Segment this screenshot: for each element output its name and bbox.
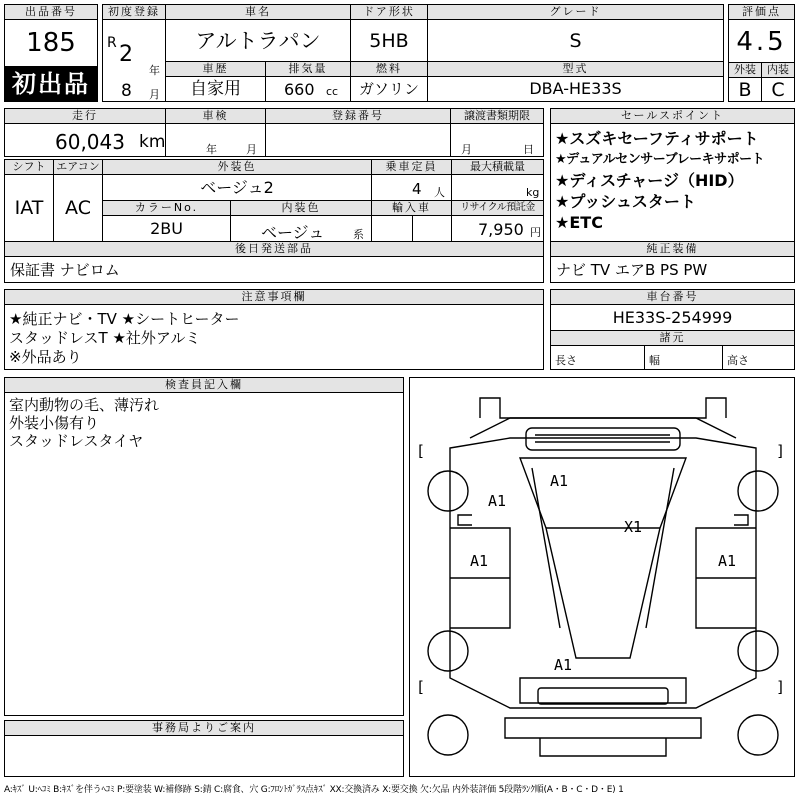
damage-mark: A1 (488, 492, 507, 510)
reg-year: 2 (119, 42, 133, 67)
car-name-label: 車名 (165, 4, 351, 20)
width-box (644, 345, 723, 370)
inspector-box (4, 392, 404, 716)
transfer-box (450, 123, 544, 157)
office-box (4, 735, 404, 777)
insp-year-unit: 年 (206, 143, 217, 156)
tr-month-unit: 月 (461, 143, 472, 156)
tr-day-unit: 日 (523, 143, 534, 156)
history-value: 自家用 (165, 76, 266, 102)
ac-value: AC (53, 174, 103, 242)
inspector-line: 外装小傷有り (9, 414, 100, 432)
later-parts-label: 後日発送部品 (4, 241, 544, 257)
reg-no-label: 登録番号 (265, 108, 451, 124)
transfer-label: 譲渡書類期限 (450, 108, 544, 124)
bracket-left-bottom: [ (416, 678, 426, 696)
model-value: DBA-HE33S (427, 76, 724, 102)
inspection-label: 車検 (165, 108, 266, 124)
sales-points-box (550, 123, 795, 242)
chassis-label: 車台番号 (550, 289, 795, 305)
score-value: 4.5 (728, 19, 795, 63)
chassis-number: HE33S-254999 (550, 304, 795, 331)
int-grade-label: 内装 (761, 62, 795, 78)
mileage-box (4, 123, 166, 157)
height-label: 高さ (727, 354, 749, 367)
km-unit: km (139, 132, 166, 152)
bracket-left-top: [ (416, 442, 426, 460)
ext-grade: B (728, 77, 762, 102)
lot-number: 185 (4, 19, 98, 67)
sales-point-item: ★デュアルセンサーブレーキサポート (555, 152, 765, 167)
load-box (451, 174, 544, 201)
sales-point-item: ★ETC (555, 213, 603, 232)
recycle-box (451, 215, 544, 242)
shift-value: IAT (4, 174, 54, 242)
genuine-equipment-value: ナビ TV エアB PS PW (550, 256, 795, 283)
cc-unit: cc (326, 85, 339, 98)
capacity-label: 乗車定員 (371, 159, 452, 175)
model-label: 型式 (427, 61, 724, 77)
import-box-a (371, 215, 413, 242)
car-name: アルトラパン (165, 19, 351, 62)
inspection-box (165, 123, 266, 157)
fuel-label: 燃料 (350, 61, 428, 77)
caution-label: 注意事項欄 (4, 289, 544, 305)
damage-diagram (409, 377, 795, 777)
door-label: ドア形状 (350, 4, 428, 20)
era-label: R (107, 35, 117, 51)
inspector-line: スタッドレスタイヤ (9, 432, 144, 450)
year-unit: 年 (149, 64, 160, 77)
ext-color-label: 外装色 (102, 159, 372, 175)
load-unit: kg (526, 186, 540, 199)
fuel-value: ガソリン (350, 76, 428, 102)
length-box (550, 345, 645, 370)
damage-mark: A1 (554, 656, 573, 674)
reg-month: 8 (121, 81, 132, 101)
car-outline (410, 378, 795, 777)
color-no-value: 2BU (102, 215, 231, 242)
office-label: 事務局よりご案内 (4, 720, 404, 736)
reg-no-box (265, 123, 451, 157)
history-label: 車歴 (165, 61, 266, 77)
capacity-value: 4 (412, 180, 422, 198)
ext-color-value: ベージュ2 (102, 174, 372, 201)
load-label: 最大積載量 (451, 159, 544, 175)
later-parts-value: 保証書 ナビロム (4, 256, 544, 283)
import-label: 輸入車 (371, 200, 452, 216)
width-label: 幅 (649, 354, 660, 367)
sales-point-item: ★ディスチャージ（HID） (555, 171, 744, 190)
bracket-right-bottom: ] (776, 678, 786, 696)
insp-month-unit: 月 (246, 143, 257, 156)
height-box (722, 345, 795, 370)
capacity-unit: 人 (434, 186, 445, 199)
recycle-label: リサイクル預託金 (451, 200, 544, 216)
first-reg-box (102, 19, 166, 102)
sales-point-item: ★プッシュスタート (555, 192, 696, 211)
first-listing-badge: 初出品 (4, 66, 98, 102)
int-color-value: ベージュ (261, 223, 325, 242)
legend-text: A:ｷｽﾞ U:ﾍｺﾐ B:ｷｽﾞを伴うﾍｺﾐ P:要塗装 W:補修跡 S:錆 C:腐食、穴 G:ﾌﾛﾝﾄｶﾞﾗｽ点ｷｽﾞ XX:交換済み X:要交換 欠:欠品 内外装評価 5段階ﾗﾝｸ順(A・B・C・D・E) 1 (4, 785, 624, 795)
int-color-label: 内装色 (230, 200, 372, 216)
yen-unit: 円 (530, 226, 541, 239)
damage-mark: A1 (470, 552, 489, 570)
grade-label: グレード (427, 4, 724, 20)
inspector-line: 室内動物の毛、薄汚れ (9, 396, 160, 414)
sales-points-label: セールスポイント (550, 108, 795, 124)
length-label: 長さ (555, 354, 577, 367)
caution-line: ★純正ナビ・TV ★シートヒーター (9, 310, 240, 328)
int-grade: C (761, 77, 795, 102)
caution-line: スタッドレスT ★社外アルミ (9, 329, 201, 347)
mileage-value: 60,043 (55, 130, 125, 154)
capacity-box (371, 174, 452, 201)
damage-mark: A1 (550, 472, 569, 490)
mileage-label: 走行 (4, 108, 166, 124)
displacement-box (265, 76, 351, 102)
lot-label: 出品番号 (4, 4, 98, 20)
shift-label: シフト (4, 159, 54, 175)
damage-mark: A1 (718, 552, 737, 570)
genuine-equipment-label: 純正装備 (550, 241, 795, 257)
dims-label: 諸元 (550, 330, 795, 346)
displacement-value: 660 (284, 80, 315, 99)
recycle-value: 7,950 (478, 220, 524, 239)
month-unit: 月 (149, 88, 160, 101)
ac-label: エアコン (53, 159, 103, 175)
int-color-box (230, 215, 372, 242)
import-box-b (412, 215, 452, 242)
door-type: 5HB (350, 19, 428, 62)
grade-value: S (427, 19, 724, 62)
ext-grade-label: 外装 (728, 62, 762, 78)
damage-mark: X1 (624, 518, 643, 536)
bracket-right-top: ] (776, 442, 786, 460)
int-color-unit: 系 (353, 228, 364, 241)
sales-point-item: ★スズキセーフティサポート (555, 129, 759, 148)
inspector-label: 検査員記入欄 (4, 377, 404, 393)
color-no-label: カラーNo. (102, 200, 231, 216)
caution-line: ※外品あり (9, 348, 82, 366)
displacement-label: 排気量 (265, 61, 351, 77)
score-label: 評価点 (728, 4, 795, 20)
caution-box (4, 304, 544, 370)
first-reg-label: 初度登録 (102, 4, 166, 20)
